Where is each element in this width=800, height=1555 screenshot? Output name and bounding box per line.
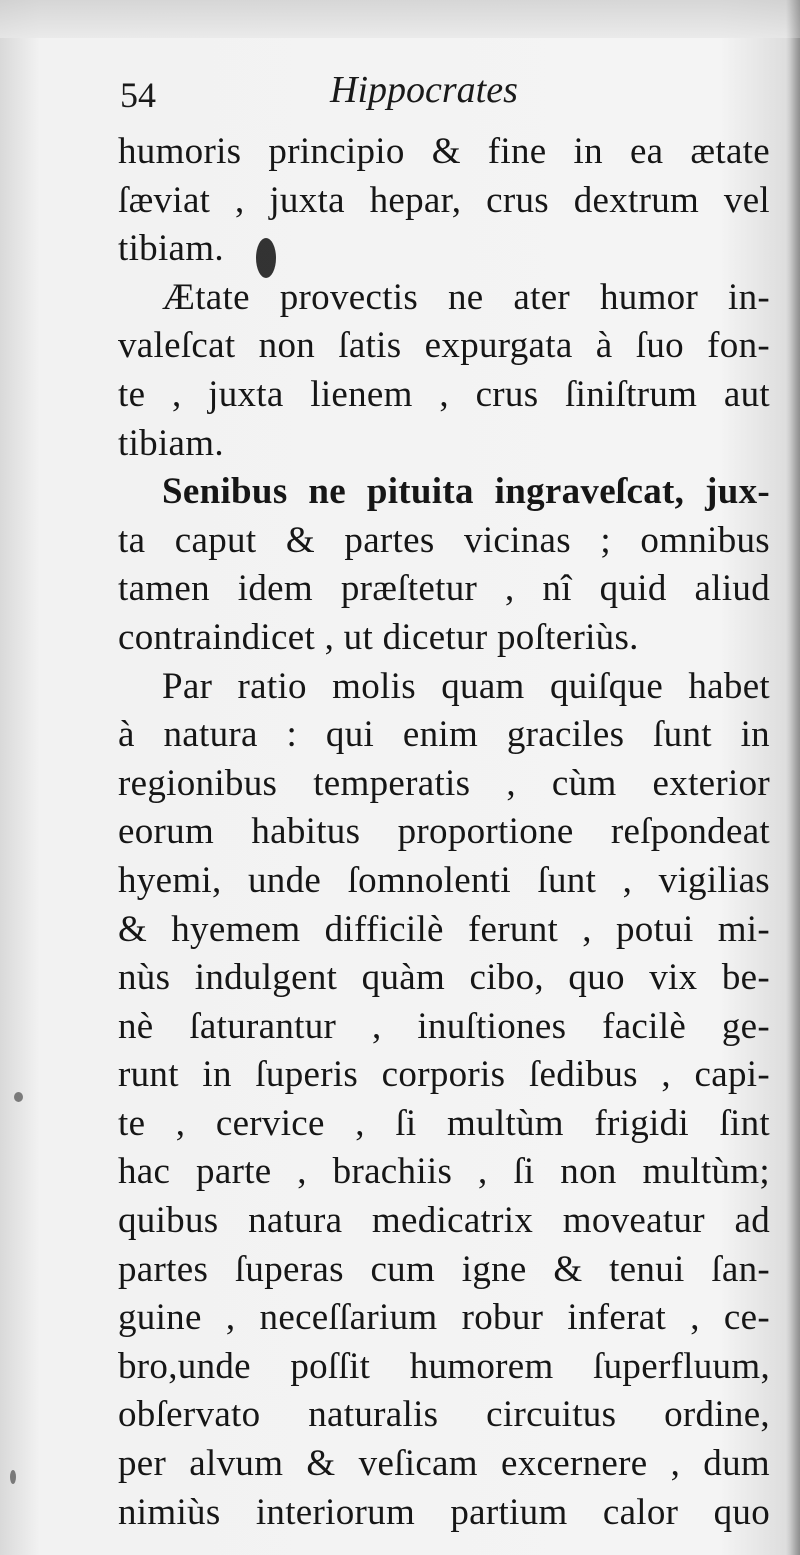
running-title: Hippocrates bbox=[330, 69, 518, 111]
ink-speck bbox=[14, 1092, 23, 1102]
text-line: runt in ſuperis corporis ſedibus , capi- bbox=[118, 1054, 770, 1096]
text-line: hyemi, unde ſomnolenti ſunt , vigilias bbox=[118, 859, 770, 901]
text-line: te , juxta lienem , crus ſiniſtrum aut bbox=[118, 373, 770, 415]
page-number: 54 bbox=[120, 75, 156, 115]
text-line: nè ſaturantur , inuſtiones facilè ge- bbox=[118, 1005, 770, 1047]
text-line: tamen idem præſtetur , nî quid aliud bbox=[118, 568, 770, 610]
text-line: à natura : qui enim graciles ſunt in bbox=[118, 714, 770, 756]
text-line: guine , neceſſarium robur inferat , ce- bbox=[118, 1297, 770, 1339]
body-text bbox=[118, 128, 770, 1537]
text-line: eorum habitus proportione reſpondeat bbox=[118, 811, 770, 853]
text-line: bro,unde poſſit humorem ſuperfluum, bbox=[118, 1345, 770, 1387]
text-line: valeſcat non ſatis expurgata à ſuo fon- bbox=[118, 325, 770, 367]
text-line: quibus natura medicatrix moveatur ad bbox=[118, 1200, 770, 1242]
text-line: tibiam. bbox=[118, 228, 224, 270]
text-line: te , cervice , ſi multùm frigidi ſint bbox=[118, 1102, 770, 1144]
text-line: ta caput & partes vicinas ; omnibus bbox=[118, 519, 770, 561]
text-line: regionibus temperatis , cùm exterior bbox=[118, 762, 770, 804]
text-line: contraindicet , ut dicetur poſteriùs. bbox=[118, 616, 639, 658]
text-line: obſervato naturalis circuitus ordine, bbox=[118, 1394, 770, 1436]
text-line: partes ſuperas cum igne & tenui ſan- bbox=[118, 1248, 770, 1290]
paragraph-start-line: Par ratio molis quam quiſque habet bbox=[162, 665, 770, 707]
text-line: humoris principio & fine in ea ætate bbox=[118, 131, 770, 172]
paragraph-start-line: Ætate provectis ne ater humor in- bbox=[162, 276, 770, 318]
paragraph-start-line: Senibus ne pituita ingraveſcat, jux- bbox=[162, 471, 770, 513]
text-line: hac parte , brachiis , ſi non multùm; bbox=[118, 1151, 770, 1193]
text-line: tibiam. bbox=[118, 422, 224, 464]
ink-speck bbox=[10, 1470, 16, 1484]
text-line: & hyemem difficilè ferunt , potui mi- bbox=[118, 908, 770, 950]
text-line: ſæviat , juxta hepar, crus dextrum vel bbox=[118, 179, 770, 221]
text-line: per alvum & veſicam excernere , dum bbox=[118, 1443, 770, 1485]
page-header bbox=[120, 68, 760, 128]
text-line: nùs indulgent quàm cibo, quo vix be- bbox=[118, 957, 770, 999]
text-line: nimiùs interiorum partium calor quo bbox=[118, 1491, 770, 1533]
